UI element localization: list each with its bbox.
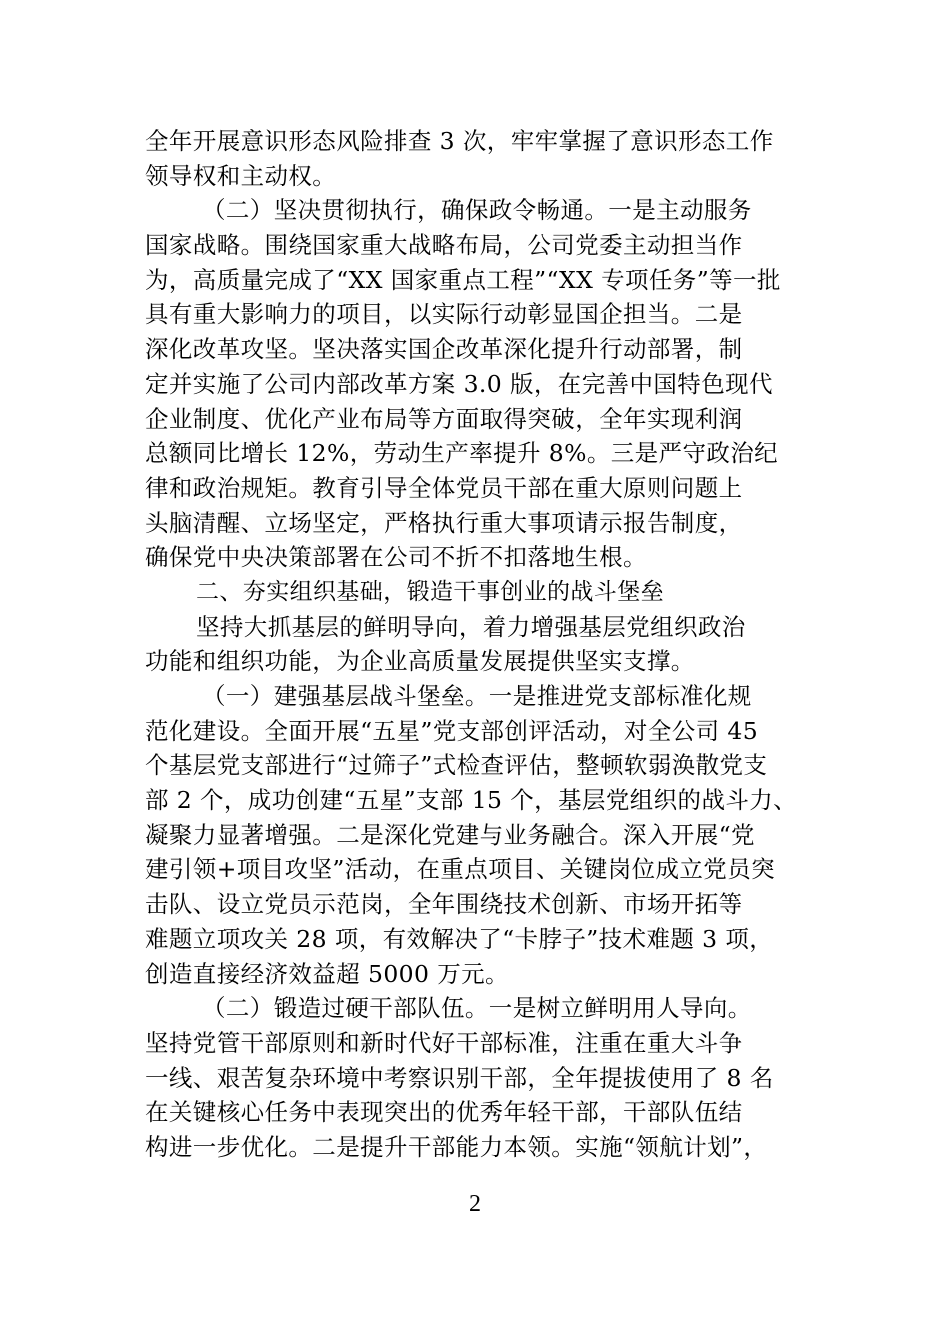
- text-line: 构进一步优化。二是提升干部能力本领。实施“领航计划”，: [145, 1132, 768, 1161]
- text-line: 难题立项攻关 28 项，有效解决了“卡脖子”技术难题 3 项，: [145, 924, 774, 953]
- text-line: 定并实施了公司内部改革方案 3.0 版，在完善中国特色现代: [145, 369, 773, 398]
- paragraph-continuation: [145, 124, 815, 193]
- text-line: 建引领+项目攻坚”活动，在重点项目、关键岗位成立党员突: [145, 855, 776, 884]
- text-line: 为，高质量完成了“XX 国家重点工程”“XX 专项任务”等一批: [145, 265, 781, 294]
- heading-line: 二、夯实组织基础，锻造干事创业的战斗堡垒: [196, 578, 664, 605]
- paragraph-cadre-team: [145, 991, 815, 1164]
- text-line: 确保党中央决策部署在公司不折不扣落地生根。: [145, 543, 647, 572]
- paragraph-grassroots-intro: [145, 610, 815, 679]
- text-line: 企业制度、优化产业布局等方面取得突破，全年实现利润: [145, 404, 743, 433]
- text-line: 坚持大抓基层的鲜明导向，着力增强基层党组织政治: [196, 612, 746, 641]
- document-body: [145, 124, 815, 1165]
- text-line: 国家战略。围绕国家重大战略布局，公司党委主动担当作: [145, 231, 743, 260]
- text-line: 具有重大影响力的项目，以实际行动彰显国企担当。二是: [145, 300, 743, 329]
- text-line: （一）建强基层战斗堡垒。一是推进党支部标准化规: [202, 682, 752, 710]
- text-line: 深化改革攻坚。坚决落实国企改革深化提升行动部署，制: [145, 335, 743, 364]
- text-line: 击队、设立党员示范岗，全年围绕技术创新、市场开拓等: [145, 890, 743, 919]
- text-line: 一线、艰苦复杂环境中考察识别干部，全年提拔使用了 8 名: [145, 1063, 774, 1092]
- text-line: （二）锻造过硬干部队伍。一是树立鲜明用人导向。: [202, 994, 752, 1023]
- text-line: 功能和组织功能，为企业高质量发展提供坚实支撑。: [145, 647, 695, 676]
- section-heading: [145, 575, 815, 610]
- text-line: 创造直接经济效益超 5000 万元。: [145, 959, 509, 988]
- paragraph-grassroots-fortress: [145, 679, 815, 991]
- text-line: 个基层党支部进行“过筛子”式检查评估，整顿软弱涣散党支: [145, 751, 768, 780]
- text-line: 律和政治规矩。教育引导全体党员干部在重大原则问题上: [145, 473, 743, 502]
- text-line: 凝聚力显著增强。二是深化党建与业务融合。深入开展“党: [145, 820, 755, 849]
- text-line: 头脑清醒、立场坚定，严格执行重大事项请示报告制度，: [145, 508, 743, 537]
- text-line: 范化建设。全面开展“五星”党支部创评活动，对全公司 45: [145, 716, 759, 745]
- text-line: 总额同比增长 12%，劳动生产率提升 8%。三是严守政治纪: [145, 439, 779, 468]
- text-line: 部 2 个，成功创建“五星”支部 15 个，基层党组织的战斗力、: [145, 786, 798, 815]
- text-line: 领导权和主动权。: [145, 161, 337, 190]
- page-number: 2: [469, 1191, 481, 1217]
- text-line: （二）坚决贯彻执行，确保政令畅通。一是主动服务: [202, 196, 752, 225]
- text-line: 在关键核心任务中表现突出的优秀年轻干部，干部队伍结: [145, 1098, 743, 1127]
- text-line: 坚持党管干部原则和新时代好干部标准，注重在重大斗争: [145, 1028, 743, 1057]
- text-line: 全年开展意识形态风险排查 3 次，牢牢掌握了意识形态工作: [145, 127, 774, 155]
- paragraph-ensure-orders: [145, 193, 815, 575]
